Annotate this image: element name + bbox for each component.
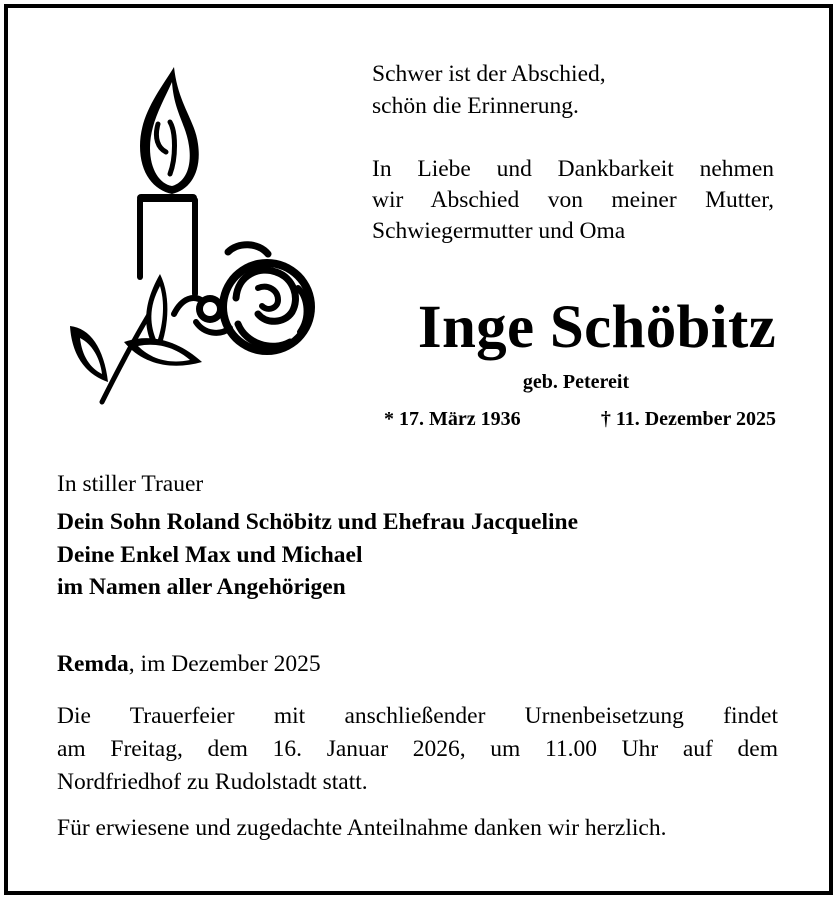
ceremony-line: am Freitag, dem 16. Januar 2026, um 11.00 Uhr auf dem — [57, 736, 778, 762]
candle-with-rose-icon — [62, 62, 324, 412]
intro-line: Schwiegermutter und Oma — [372, 218, 626, 244]
ceremony-line: Nordfriedhof zu Rudolstadt statt. — [57, 769, 368, 795]
death-date: † 11. Dezember 2025 — [600, 408, 776, 430]
intro-text — [372, 154, 774, 247]
mourning-intro: In stiller Trauer — [57, 471, 204, 497]
poem-verse — [372, 58, 606, 122]
ceremony-notice — [57, 700, 778, 799]
poem-line: schön die Erinnerung. — [372, 93, 579, 119]
intro-line: wir Abschied von meiner Mutter, — [372, 187, 774, 213]
mourner-line: Deine Enkel Max und Michael — [57, 541, 363, 568]
mourner-line: im Namen aller Angehörigen — [57, 574, 346, 600]
deceased-name: Inge Schöbitz — [417, 294, 776, 361]
poem-line: Schwer ist der Abschied, — [372, 61, 606, 87]
intro-line: In Liebe und Dankbarkeit nehmen — [372, 156, 774, 182]
thanks-note: Für erwiesene und zugedachte Anteilnahme danken wir herzlich. — [57, 815, 667, 841]
ceremony-line: Die Trauerfeier mit anschließender Urnenbeisetzung findet — [57, 703, 778, 729]
birth-name: geb. Petereit — [522, 371, 630, 393]
mourners-list — [57, 506, 578, 604]
birth-date: * 17. März 1936 — [384, 408, 521, 430]
place-date — [57, 648, 321, 680]
place-name: Remda — [57, 651, 129, 677]
mourner-line: Dein Sohn Roland Schöbitz und Ehefrau Jacqueline — [57, 509, 579, 535]
date-text: , im Dezember 2025 — [128, 651, 321, 677]
